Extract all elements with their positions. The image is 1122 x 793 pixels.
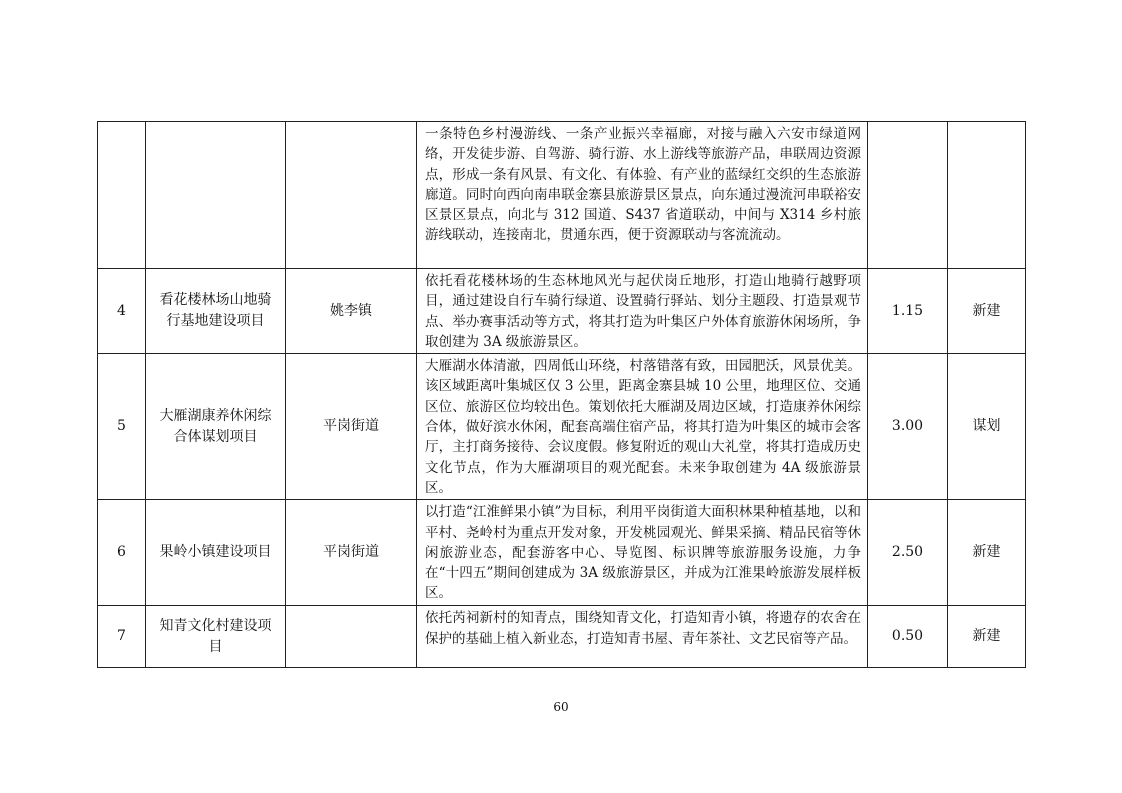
project-name-cell: 大雁湖康养休闲综合体谋划项目 bbox=[146, 354, 286, 500]
table-row bbox=[98, 122, 1026, 269]
investment-cell: 3.00 bbox=[868, 354, 948, 500]
location-cell: 平岗街道 bbox=[286, 354, 417, 500]
project-type-cell bbox=[948, 122, 1026, 269]
investment-cell: 0.50 bbox=[868, 606, 948, 668]
description-cell: 一条特色乡村漫游线、一条产业振兴幸福廊，对接与融入六安市绿道网络，开发徒步游、自驾游、骑行游、水上游线等旅游产品，串联周边资源点，形成一条有风景、有文化、有体验、有产业的蓝绿红交织的生态旅游廊道。同时向西向南串联金寨县旅游景区景点，向东通过漫流河串联裕安区景区景点，向北与 312 国道、S437 省道联动，中间与 X314 乡村旅游线联动，连接南北，贯通东西，便于资源联动与客流流动。 bbox=[417, 122, 868, 269]
description-cell: 大雁湖水体清澈，四周低山环绕，村落错落有致，田园肥沃，风景优美。该区域距离叶集城区仅 3 公里，距离金寨县城 10 公里，地理区位、交通区位、旅游区位均较出色。策划依托大雁湖及周边区域，打造康养休闲综合体，做好滨水休闲，配套高端住宿产品，将其打造为叶集区的城市会客厅，主打商务接待、会议度假。修复附近的观山大礼堂，将其打造成历史文化节点，作为大雁湖项目的观光配套。未来争取创建为 4A 级旅游景区。 bbox=[417, 354, 868, 500]
project-table bbox=[97, 121, 1026, 668]
project-type-cell: 新建 bbox=[948, 606, 1026, 668]
project-type-cell: 谋划 bbox=[948, 354, 1026, 500]
description-cell: 依托芮祠新村的知青点，围绕知青文化，打造知青小镇，将遗存的农舍在保护的基础上植入新业态，打造知青书屋、青年茶社、文艺民宿等产品。 bbox=[417, 606, 868, 668]
row-number-cell: 4 bbox=[98, 269, 146, 354]
description-cell: 以打造“江淮鲜果小镇”为目标，利用平岗街道大面积林果种植基地，以和平村、尧岭村为重点开发对象，开发桃园观光、鲜果采摘、精品民宿等休闲旅游业态，配套游客中心、导览图、标识牌等旅游服务设施，力争在“十四五”期间创建成为 3A 级旅游景区，并成为江淮果岭旅游发展样板区。 bbox=[417, 500, 868, 606]
project-name-cell: 果岭小镇建设项目 bbox=[146, 500, 286, 606]
row-number-cell: 6 bbox=[98, 500, 146, 606]
table-row bbox=[98, 606, 1026, 668]
row-number-cell: 5 bbox=[98, 354, 146, 500]
row-number-cell: 7 bbox=[98, 606, 146, 668]
row-number-cell bbox=[98, 122, 146, 269]
project-type-cell: 新建 bbox=[948, 269, 1026, 354]
description-cell: 依托看花楼林场的生态林地风光与起伏岗丘地形，打造山地骑行越野项目，通过建设自行车骑行绿道、设置骑行驿站、划分主题段、打造景观节点、举办赛事活动等方式，将其打造为叶集区户外体育旅游休闲场所，争取创建为 3A 级旅游景区。 bbox=[417, 269, 868, 354]
investment-cell: 2.50 bbox=[868, 500, 948, 606]
table-row bbox=[98, 354, 1026, 500]
project-type-cell: 新建 bbox=[948, 500, 1026, 606]
project-name-cell: 知青文化村建设项目 bbox=[146, 606, 286, 668]
location-cell: 平岗街道 bbox=[286, 500, 417, 606]
page-number: 60 bbox=[553, 700, 569, 714]
location-cell: 姚李镇 bbox=[286, 269, 417, 354]
location-cell bbox=[286, 606, 417, 668]
table-row bbox=[98, 269, 1026, 354]
table-row bbox=[98, 500, 1026, 606]
investment-cell bbox=[868, 122, 948, 269]
project-name-cell: 看花楼林场山地骑行基地建设项目 bbox=[146, 269, 286, 354]
investment-cell: 1.15 bbox=[868, 269, 948, 354]
project-name-cell bbox=[146, 122, 286, 269]
location-cell bbox=[286, 122, 417, 269]
